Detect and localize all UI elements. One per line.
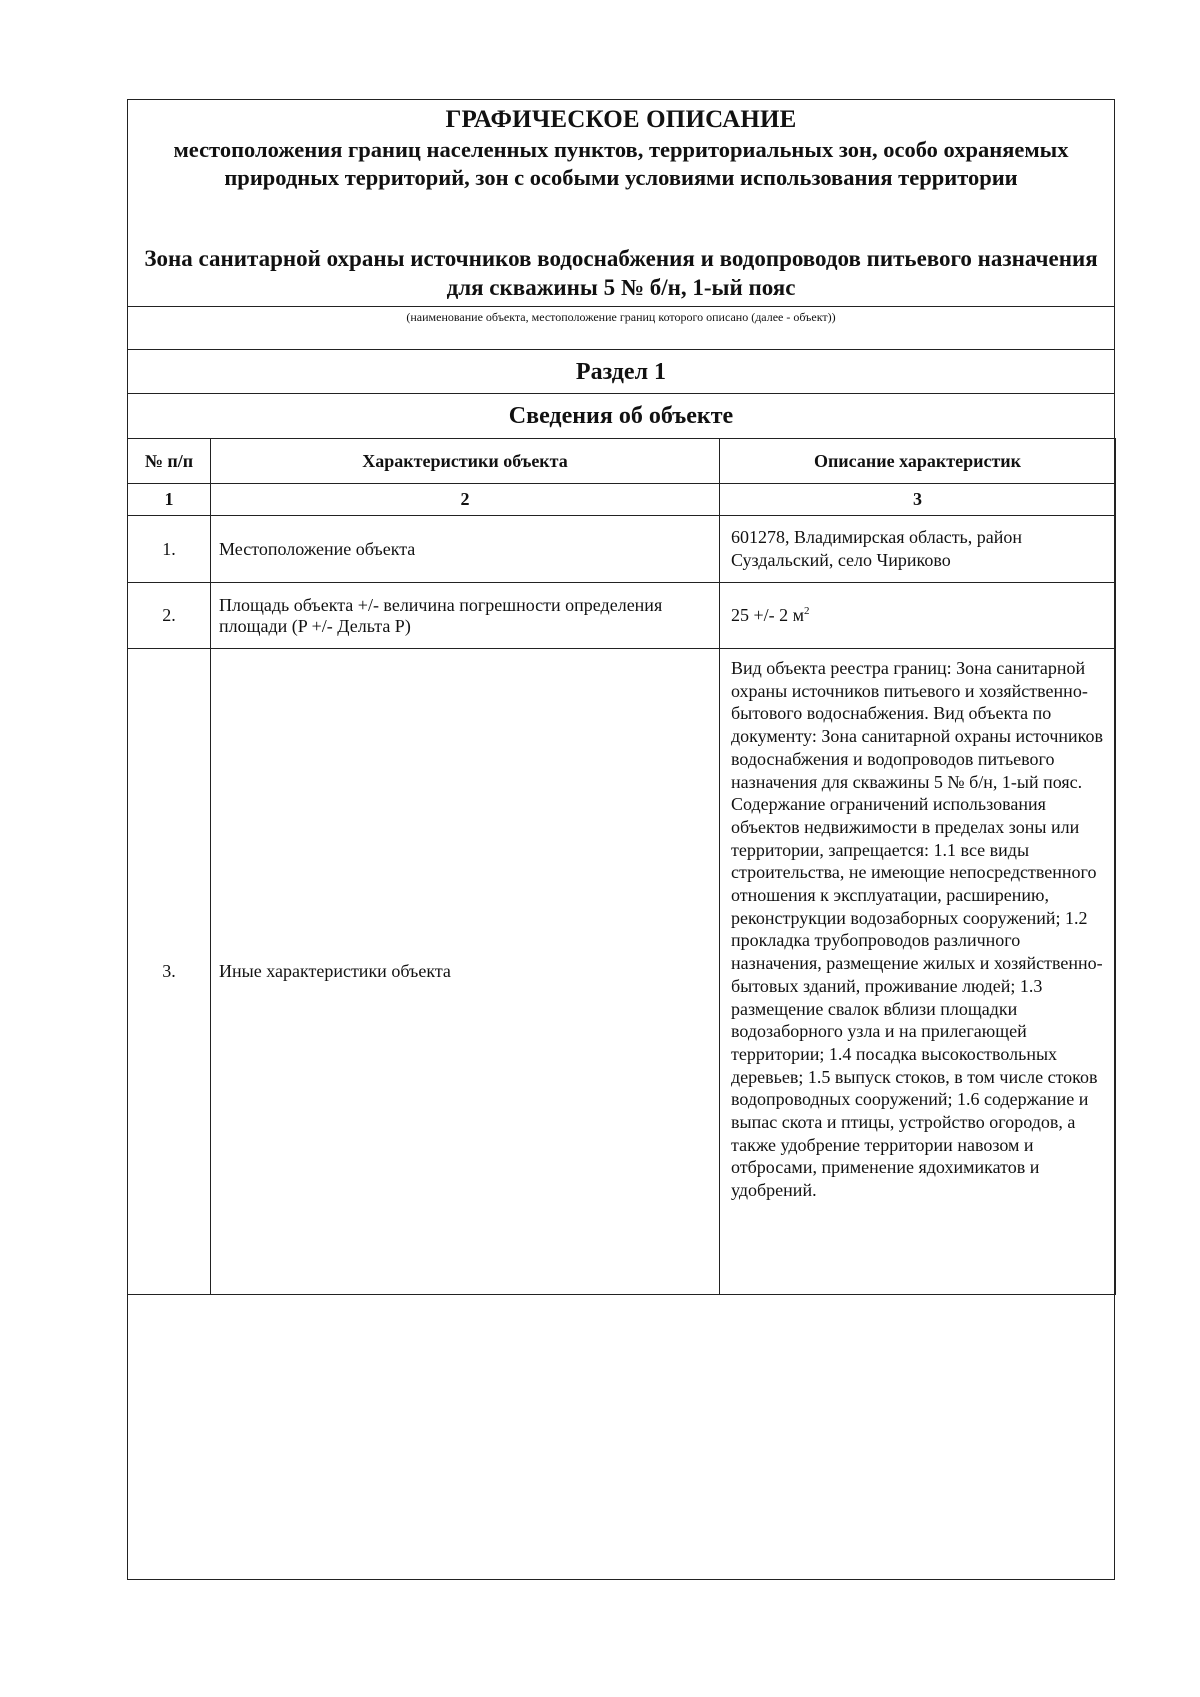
row-number: 1. [128, 516, 211, 583]
column-number: 3 [720, 484, 1116, 516]
document-title: ГРАФИЧЕСКОЕ ОПИСАНИЕ [445, 106, 797, 133]
column-numbers-row [128, 484, 1116, 516]
header-cell-description: Описание характеристик [720, 439, 1116, 484]
object-name-note: (наименование объекта, местоположение границ которого описано (далее - объект)) [406, 310, 836, 324]
empty-area [128, 1290, 1114, 1579]
table-header-row [128, 439, 1116, 484]
section-title: Раздел 1 [575, 359, 667, 385]
document-subtitle: местоположения границ населенных пунктов, территориальных зон, особо охраняемых природных территорий, зон с особыми условиями использования территории [173, 137, 1069, 190]
row-description [720, 583, 1116, 649]
header-cell-number: № п/п [128, 439, 211, 484]
object-properties-table [127, 438, 1116, 1295]
table-row [128, 516, 1116, 583]
row-description-text: Вид объекта реестра границ: Зона санитарной охраны источников питьевого и хозяйственно-бытового водоснабжения. Вид объекта по документу: Зона санитарной охраны источников водоснабжения и водопроводов питьевого назначения для скважины 5 № б/н, 1-ый пояс. Содержание ограничений использования объектов недвижимости в пределах зоны или территории, запрещается: 1.1 все виды строительства, не имеющие непосредственного отношения к эксплуатации, расширению, реконструкции водозаборных сооружений; 1.2 прокладка трубопроводов различного назначения, размещение жилых и хозяйственно-бытовых зданий, проживание людей; 1.3 размещение свалок вблизи площадки водозаборного узла и на прилегающей территории; 1.4 посадка высокоствольных деревьев; 1.5 выпуск стоков, в том числе стоков водопроводных сооружений; 1.6 содержание и выпас скота и птицы, устройство огородов, а также удобрение территории навозом и отбросами, применение ядохимикатов и удобрений. [731, 658, 1103, 1201]
area-value: 25 +/- 2 м [731, 605, 805, 626]
area-unit-superscript: 2 [804, 605, 810, 618]
table-row [128, 649, 1116, 1295]
section-subtitle: Сведения об объекте [508, 403, 734, 429]
object-name: Зона санитарной охраны источников водоснабжения и водопроводов питьевого назначения для скважины 5 № б/н, 1-ый пояс [144, 246, 1098, 300]
row-number: 2. [128, 583, 211, 649]
row-description [720, 649, 1116, 1295]
row-number: 3. [128, 649, 211, 1295]
column-number: 2 [211, 484, 720, 516]
table-row [128, 583, 1116, 649]
header-cell-characteristics: Характеристики объекта [211, 439, 720, 484]
divider [128, 306, 1114, 307]
row-characteristic: Иные характеристики объекта [211, 649, 720, 1295]
row-description: 601278, Владимирская область, район Суздальский, село Чириково [720, 516, 1116, 583]
document-sheet [127, 99, 1115, 1580]
row-characteristic: Местоположение объекта [211, 516, 720, 583]
column-number: 1 [128, 484, 211, 516]
row-characteristic: Площадь объекта +/- величина погрешности определения площади (P +/- Дельта P) [211, 583, 720, 649]
